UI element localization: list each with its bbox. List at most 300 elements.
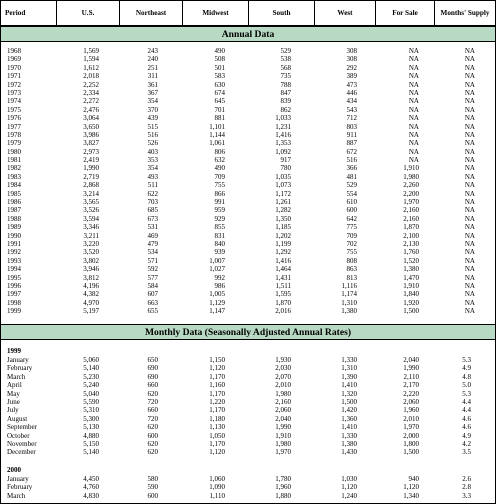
table-cell: 1983 [7,172,21,181]
table-cell: 1,120 [209,448,225,457]
table-cell: 1976 [7,114,21,123]
table-cell: 1,960 [275,483,291,492]
table-cell: 1994 [7,265,21,274]
table-cell: 1,569 [83,47,99,55]
table-cell: 4,382 [83,290,99,299]
table-cell: 3,812 [83,273,99,282]
table-cell: 571 [147,256,158,265]
table-cell: November [7,439,37,448]
table-cell: 4.6 [462,423,471,432]
table-cell: January [7,356,29,364]
table-cell: 887 [346,139,357,148]
table-cell: 1985 [7,189,21,198]
table-cell: 720 [147,414,158,423]
table-cell: 469 [147,231,158,240]
table-cell: NA [464,290,475,299]
table-cell: 622 [147,189,158,198]
table-cell: 2,419 [83,156,99,165]
table-cell: 788 [280,80,291,89]
table-cell: 516 [147,130,158,139]
table-cell: NA [464,307,475,316]
header-for-sale: For Sale [392,9,418,17]
table-cell: NA [464,105,475,114]
table-cell: NA [408,55,419,64]
table-cell: 1,172 [275,189,291,198]
table-cell: 1,116 [341,281,357,290]
table-cell: 2,100 [403,231,419,240]
table-cell: 508 [214,55,225,64]
monthly-west-column [315,356,357,457]
table-cell: 577 [147,273,158,282]
header-period: Period [5,9,26,17]
table-cell: July [7,406,19,415]
table-cell: 2,252 [83,80,99,89]
table-cell: 4.4 [462,406,471,415]
table-cell: NA [464,181,475,190]
table-cell: April [7,381,22,390]
table-cell: 490 [214,47,225,55]
table-cell: 243 [147,47,158,55]
table-cell: 1,035 [275,172,291,181]
table-cell: 610 [346,198,357,207]
table-cell: NA [408,72,419,81]
table-cell: 4,970 [83,298,99,307]
monthly-year-heading: 1999 [7,347,21,355]
table-cell: 3,220 [83,239,99,248]
table-cell: 780 [280,164,291,173]
table-cell: 1,970 [275,448,291,457]
table-cell: December [7,448,36,457]
table-cell: 2.8 [462,483,471,492]
table-cell: 1,410 [341,381,357,390]
table-cell: NA [464,80,475,89]
table-cell: 1978 [7,130,21,139]
table-cell: 2,060 [403,397,419,406]
table-cell: 2,272 [83,97,99,106]
table-cell: February [7,364,33,373]
table-cell: 607 [147,290,158,299]
table-cell: 720 [147,397,158,406]
table-cell: 1,170 [209,389,225,398]
table-cell: 1,410 [341,423,357,432]
table-cell: 1972 [7,80,21,89]
table-cell: 1,005 [209,290,225,299]
annual-data-band: Annual Data [1,26,495,42]
header-midwest: Midwest [202,9,229,17]
table-cell: 1977 [7,122,21,131]
table-cell: 813 [346,273,357,282]
table-cell: 1,960 [403,406,419,415]
table-cell: 4.9 [462,431,471,440]
annual-midwest-column [183,47,225,316]
table-cell: 353 [147,156,158,165]
table-cell: 2,160 [275,397,291,406]
table-cell: 645 [214,97,225,106]
table-cell: 4,760 [83,483,99,492]
table-cell: 1,500 [403,448,419,457]
table-cell: NA [464,172,475,181]
table-cell: 1,310 [341,298,357,307]
table-cell: 4,830 [83,491,99,500]
table-cell: NA [464,206,475,215]
monthly-for-sale-column [376,356,419,457]
table-cell: 3,214 [83,189,99,198]
annual-for-sale-column [376,47,419,316]
monthly-month-column [7,475,32,500]
table-cell: NA [408,156,419,165]
table-cell: 1998 [7,298,21,307]
table-cell: 3,520 [83,248,99,257]
table-cell: 690 [147,364,158,373]
table-cell: 2,160 [403,214,419,223]
table-cell: 4.9 [462,364,471,373]
table-cell: 1984 [7,181,21,190]
table-cell: NA [464,189,475,198]
table-cell: 847 [280,88,291,97]
table-cell: September [7,423,37,432]
table-cell: 620 [147,448,158,457]
table-cell: 1,101 [209,122,225,131]
table-cell: 1,420 [341,406,357,415]
annual-months-supply-column [435,47,475,316]
table-cell: 1971 [7,72,21,81]
table-cell: 1987 [7,206,21,215]
table-cell: 515 [147,122,158,131]
table-cell: 534 [147,248,158,257]
table-cell: 493 [147,172,158,181]
table-cell: 1,380 [341,307,357,316]
table-cell: 1,500 [403,307,419,316]
table-cell: 840 [214,239,225,248]
table-cell: 1,990 [83,164,99,173]
header-us: U.S. [81,9,95,17]
table-cell: 775 [346,223,357,232]
table-cell: 1,129 [209,298,225,307]
table-cell: 308 [346,47,357,55]
monthly-northeast-column [120,475,158,500]
table-cell: 939 [214,248,225,257]
table-cell: 1,185 [275,223,291,232]
table-cell: 473 [346,80,357,89]
table-cell: NA [464,139,475,148]
table-cell: 866 [214,189,225,198]
table-cell: 911 [346,130,357,139]
table-cell: 1997 [7,290,21,299]
table-cell: 4,196 [83,281,99,290]
table-cell: 1,170 [209,406,225,415]
table-cell: 660 [147,381,158,390]
table-cell: 389 [346,72,357,81]
table-cell: 2,220 [403,389,419,398]
table-cell: NA [408,147,419,156]
table-cell: 3,064 [83,114,99,123]
table-cell: 632 [214,156,225,165]
annual-year-column [7,47,21,316]
table-cell: 1,090 [209,483,225,492]
table-cell: 1,340 [403,491,419,500]
table-cell: 1,380 [403,265,419,274]
table-cell: 1,920 [403,298,419,307]
table-cell: 370 [147,105,158,114]
table-cell: 1,120 [341,483,357,492]
table-cell: 803 [346,122,357,131]
table-header [1,1,495,26]
table-cell: 831 [214,231,225,240]
table-cell: NA [464,122,475,131]
header-west: West [337,9,353,17]
table-cell: 367 [147,88,158,97]
table-cell: 361 [147,80,158,89]
monthly-year-heading: 2000 [7,466,21,474]
table-cell: 1986 [7,198,21,207]
table-cell: 2,040 [275,414,291,423]
table-cell: 1,416 [275,130,291,139]
table-cell: 5,060 [83,356,99,364]
table-cell: 709 [214,172,225,181]
table-cell: NA [408,139,419,148]
table-cell: 2,018 [83,72,99,81]
table-cell: 529 [346,181,357,190]
table-cell: 2,000 [403,431,419,440]
table-cell: 1,980 [403,172,419,181]
table-cell: March [7,491,26,500]
table-cell: NA [464,47,475,55]
table-cell: 1,390 [341,372,357,381]
table-cell: 1970 [7,63,21,72]
table-cell: 1980 [7,147,21,156]
table-cell: 308 [346,55,357,64]
table-cell: 620 [147,439,158,448]
table-cell: 755 [214,181,225,190]
table-cell: 702 [346,239,357,248]
table-cell: 1,464 [275,265,291,274]
table-cell: 917 [280,156,291,165]
table-cell: 592 [147,265,158,274]
table-cell: 1,980 [275,439,291,448]
table-cell: 1,180 [209,414,225,423]
table-cell: 5,140 [83,364,99,373]
table-cell: 2,016 [275,307,291,316]
table-cell: October [7,431,30,440]
header-months-supply: Months' Supply [440,9,490,17]
table-cell: NA [464,265,475,274]
table-cell: 590 [147,483,158,492]
table-cell: 2.6 [462,475,471,483]
table-cell: 2,110 [403,372,419,381]
monthly-months-supply-column [435,356,471,457]
table-cell: 1999 [7,307,21,316]
table-cell: 3,946 [83,265,99,274]
table-cell: 403 [147,147,158,156]
table-cell: June [7,397,20,406]
annual-west-column [315,47,357,316]
table-cell: 1,147 [209,307,225,316]
table-cell: NA [408,88,419,97]
table-cell: 1,027 [209,265,225,274]
table-cell: 490 [214,164,225,173]
table-cell: 1982 [7,164,21,173]
monthly-months-supply-column [435,475,471,500]
table-cell: 1,240 [341,491,357,500]
table-cell: 481 [346,172,357,181]
table-cell: 991 [214,198,225,207]
table-cell: 5,590 [83,397,99,406]
table-cell: 1,030 [341,475,357,483]
table-cell: 501 [214,63,225,72]
table-cell: NA [464,281,475,290]
table-cell: 3,650 [83,122,99,131]
table-cell: 1,150 [209,356,225,364]
table-cell: 1,840 [403,290,419,299]
table-cell: 1973 [7,88,21,97]
table-cell: 685 [147,206,158,215]
table-cell: 1,520 [403,256,419,265]
table-cell: 516 [346,156,357,165]
table-cell: 855 [214,223,225,232]
annual-us-column [57,47,99,316]
table-cell: 806 [214,147,225,156]
table-cell: 2,070 [275,372,291,381]
table-cell: 479 [147,239,158,248]
table-cell: May [7,389,20,398]
table-cell: 240 [147,55,158,64]
table-cell: 1,231 [275,122,291,131]
table-cell: 1,360 [341,414,357,423]
table-cell: 959 [214,206,225,215]
table-cell: 5,130 [83,423,99,432]
table-cell: 2,130 [403,239,419,248]
table-cell: 1,930 [275,356,291,364]
table-cell: 5,040 [83,389,99,398]
table-cell: 1,870 [403,223,419,232]
monthly-west-column [315,475,357,500]
table-cell: 620 [147,423,158,432]
table-cell: 3,802 [83,256,99,265]
table-cell: 1,130 [209,423,225,432]
table-cell: NA [464,88,475,97]
table-cell: NA [464,231,475,240]
table-cell: 1,910 [275,431,291,440]
table-cell: 986 [214,281,225,290]
table-cell: 1,320 [341,389,357,398]
table-cell: 1,980 [275,389,291,398]
table-cell: 1,092 [275,147,291,156]
table-cell: 4.8 [462,372,471,381]
table-cell: 1,170 [209,439,225,448]
table-cell: NA [464,198,475,207]
table-cell: 1,292 [275,248,291,257]
table-cell: NA [464,164,475,173]
table-cell: February [7,483,33,492]
table-cell: 2,476 [83,105,99,114]
table-cell: 3.3 [462,491,471,500]
table-cell: 5.3 [462,356,471,364]
table-cell: 2,060 [275,406,291,415]
table-cell: 1,330 [341,431,357,440]
table-cell: 3,346 [83,223,99,232]
table-cell: 663 [147,298,158,307]
table-cell: 1,990 [403,364,419,373]
table-cell: NA [408,122,419,131]
table-cell: 1,800 [403,439,419,448]
table-cell: 1,144 [209,130,225,139]
table-cell: 1,511 [275,281,291,290]
table-cell: NA [464,156,475,165]
annual-south-column [249,47,291,316]
table-cell: 940 [408,475,419,483]
table-cell: 1,120 [209,364,225,373]
table-cell: 709 [346,231,357,240]
table-cell: NA [464,214,475,223]
table-cell: 673 [147,214,158,223]
table-cell: NA [464,239,475,248]
table-cell: 2,040 [403,356,419,364]
table-cell: 2,160 [403,206,419,215]
table-cell: 992 [214,273,225,282]
table-cell: 354 [147,164,158,173]
table-cell: 3,211 [83,231,99,240]
table-cell: 543 [346,105,357,114]
table-cell: 701 [214,105,225,114]
table-cell: 584 [147,281,158,290]
table-cell: March [7,372,26,381]
table-cell: 568 [280,63,291,72]
table-cell: 1,060 [209,475,225,483]
table-cell: 3,594 [83,214,99,223]
table-cell: 1,500 [341,397,357,406]
table-cell: 674 [214,88,225,97]
table-cell: 600 [147,491,158,500]
table-cell: 1,073 [275,181,291,190]
table-cell: 1,310 [341,364,357,373]
table-cell: 580 [147,475,158,483]
table-cell: NA [464,223,475,232]
table-cell: 642 [346,214,357,223]
table-cell: 1,061 [209,139,225,148]
table-cell: 538 [280,55,291,64]
table-cell: 354 [147,97,158,106]
table-cell: 1,430 [341,448,357,457]
table-cell: 1,282 [275,206,291,215]
monthly-south-column [249,356,291,457]
table-cell: 755 [346,248,357,257]
table-cell: 1992 [7,248,21,257]
table-cell: 1,780 [275,475,291,483]
table-cell: 511 [147,181,158,190]
table-cell: 1969 [7,55,21,64]
table-cell: 660 [147,406,158,415]
table-cell: 3.5 [462,448,471,457]
table-cell: NA [408,80,419,89]
table-cell: 2,973 [83,147,99,156]
table-cell: 311 [147,72,158,81]
table-cell: 2,030 [275,364,291,373]
table-cell: 5,240 [83,381,99,390]
table-cell: 1,261 [275,198,291,207]
table-cell: 2,010 [403,414,419,423]
table-cell: 1,612 [83,63,99,72]
table-cell: 4.4 [462,397,471,406]
table-cell: 1,350 [275,214,291,223]
table-cell: 446 [346,88,357,97]
table-cell: 1996 [7,281,21,290]
table-cell: 655 [147,307,158,316]
table-cell: NA [408,63,419,72]
table-cell: 4.6 [462,414,471,423]
table-cell: 1979 [7,139,21,148]
table-cell: 1988 [7,214,21,223]
table-cell: 3,565 [83,198,99,207]
